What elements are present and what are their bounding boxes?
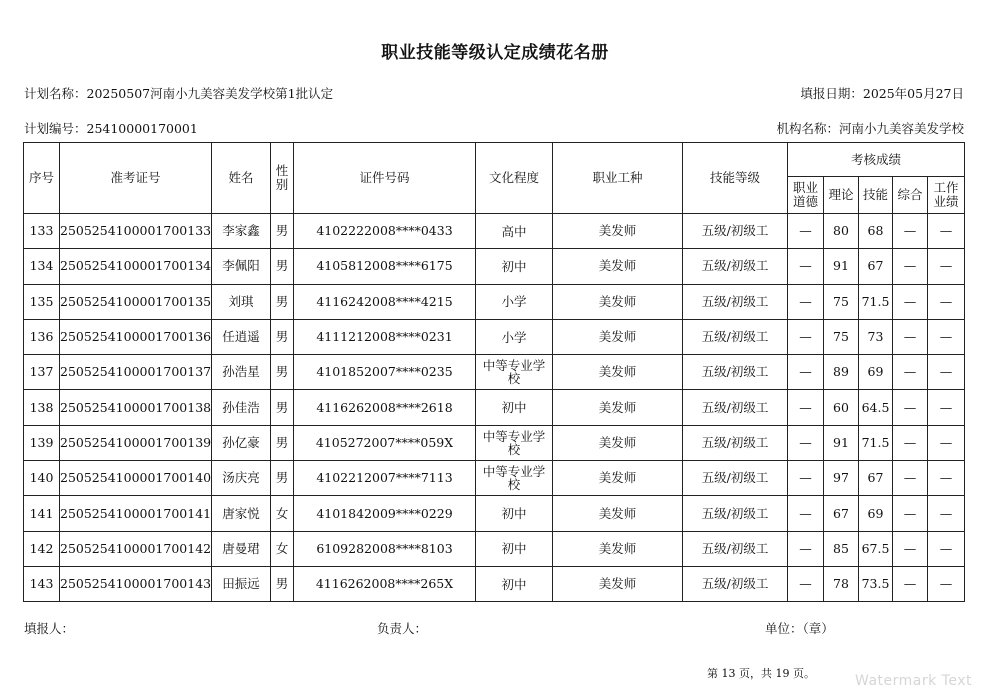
cell-exam-no: 2505254100001700137	[60, 355, 212, 390]
cell-education	[476, 461, 553, 496]
cell-comprehensive: —	[893, 319, 928, 354]
cell-id-no: 4102222008****0433	[294, 214, 476, 249]
header-ethics	[788, 177, 824, 214]
cell-exam-no: 2505254100001700138	[60, 390, 212, 425]
cell-ethics: —	[788, 355, 824, 390]
header-exam-no: 准考证号	[60, 143, 212, 214]
cell-level: 五级/初级工	[683, 355, 788, 390]
cell-gender: 女	[271, 531, 294, 566]
cell-seq: 133	[24, 214, 60, 249]
cell-exam-no: 2505254100001700133	[60, 214, 212, 249]
table-row	[24, 425, 965, 460]
table-row	[24, 496, 965, 531]
cell-level: 五级/初级工	[683, 425, 788, 460]
cell-occupation: 美发师	[553, 566, 683, 601]
cell-ethics: —	[788, 461, 824, 496]
cell-work: —	[928, 496, 965, 531]
cell-theory: 91	[824, 425, 859, 460]
header-level: 技能等级	[683, 143, 788, 214]
cell-comprehensive: —	[893, 214, 928, 249]
table-row	[24, 319, 965, 354]
header-education: 文化程度	[476, 143, 553, 214]
cell-education-line1: 初中	[501, 541, 527, 557]
cell-skill: 71.5	[859, 284, 893, 319]
cell-theory: 67	[824, 496, 859, 531]
cell-work: —	[928, 249, 965, 284]
cell-work: —	[928, 319, 965, 354]
cell-name: 任逍遥	[212, 319, 271, 354]
header-ethics-line1: 职业	[792, 180, 818, 195]
table-row	[24, 390, 965, 425]
cell-exam-no: 2505254100001700142	[60, 531, 212, 566]
table-row	[24, 249, 965, 284]
cell-occupation: 美发师	[553, 390, 683, 425]
cell-education	[476, 214, 553, 249]
cell-education-line1: 中等专业学	[482, 464, 546, 480]
cell-name: 刘琪	[212, 284, 271, 319]
cell-id-no: 4101842009****0229	[294, 496, 476, 531]
cell-education	[476, 496, 553, 531]
cell-gender: 女	[271, 496, 294, 531]
cell-gender: 男	[271, 284, 294, 319]
header-theory: 理论	[824, 177, 859, 214]
cell-ethics: —	[788, 531, 824, 566]
cell-level: 五级/初级工	[683, 390, 788, 425]
header-work-line2: 业绩	[933, 194, 959, 209]
cell-education-line1: 初中	[501, 576, 527, 592]
cell-level: 五级/初级工	[683, 214, 788, 249]
plan-name: 计划名称：20250507河南小九美容美发学校第1批认定	[24, 86, 334, 101]
cell-ethics: —	[788, 425, 824, 460]
cell-id-no: 4116262008****265X	[294, 566, 476, 601]
cell-work: —	[928, 214, 965, 249]
cell-theory: 75	[824, 284, 859, 319]
cell-comprehensive: —	[893, 461, 928, 496]
cell-level: 五级/初级工	[683, 319, 788, 354]
cell-skill: 73	[859, 319, 893, 354]
cell-skill: 67.5	[859, 531, 893, 566]
cell-occupation: 美发师	[553, 284, 683, 319]
header-occupation: 职业工种	[553, 143, 683, 214]
cell-gender: 男	[271, 319, 294, 354]
cell-theory: 60	[824, 390, 859, 425]
header-skill: 技能	[859, 177, 893, 214]
header-name: 姓名	[212, 143, 271, 214]
cell-id-no: 6109282008****8103	[294, 531, 476, 566]
cell-exam-no: 2505254100001700141	[60, 496, 212, 531]
cell-id-no: 4101852007****0235	[294, 355, 476, 390]
cell-seq: 137	[24, 355, 60, 390]
header-gender-line1: 性	[275, 163, 289, 178]
cell-education-line1: 初中	[501, 400, 527, 416]
cell-id-no: 4116262008****2618	[294, 390, 476, 425]
cell-education	[476, 355, 553, 390]
cell-education	[476, 249, 553, 284]
header-gender-line2: 别	[275, 177, 289, 192]
header-comprehensive: 综合	[893, 177, 928, 214]
cell-exam-no: 2505254100001700139	[60, 425, 212, 460]
table-row	[24, 284, 965, 319]
cell-name: 李佩阳	[212, 249, 271, 284]
cell-seq: 138	[24, 390, 60, 425]
cell-education	[476, 284, 553, 319]
cell-work: —	[928, 566, 965, 601]
cell-education-line1: 初中	[501, 258, 527, 274]
filler-label: 填报人：	[24, 621, 75, 636]
cell-name: 唐曼珺	[212, 531, 271, 566]
cell-name: 孙亿豪	[212, 425, 271, 460]
cell-name: 唐家悦	[212, 496, 271, 531]
cell-education	[476, 566, 553, 601]
cell-work: —	[928, 531, 965, 566]
cell-gender: 男	[271, 461, 294, 496]
plan-number: 计划编号：25410000170001	[24, 121, 198, 136]
cell-seq: 136	[24, 319, 60, 354]
header-gender	[271, 143, 294, 214]
cell-occupation: 美发师	[553, 531, 683, 566]
cell-id-no: 4116242008****4215	[294, 284, 476, 319]
cell-name: 孙浩星	[212, 355, 271, 390]
cell-education-line2: 校	[507, 441, 521, 457]
cell-level: 五级/初级工	[683, 249, 788, 284]
cell-education-line1: 小学	[501, 329, 527, 345]
cell-skill: 67	[859, 461, 893, 496]
cell-theory: 89	[824, 355, 859, 390]
cell-gender: 男	[271, 390, 294, 425]
cell-exam-no: 2505254100001700134	[60, 249, 212, 284]
cell-ethics: —	[788, 496, 824, 531]
cell-education-line1: 初中	[501, 506, 527, 522]
document-title: 职业技能等级认定成绩花名册	[381, 43, 609, 63]
cell-occupation: 美发师	[553, 461, 683, 496]
cell-skill: 67	[859, 249, 893, 284]
table-row	[24, 566, 965, 601]
cell-seq: 143	[24, 566, 60, 601]
cell-seq: 139	[24, 425, 60, 460]
cell-theory: 80	[824, 214, 859, 249]
cell-name: 孙佳浩	[212, 390, 271, 425]
cell-ethics: —	[788, 284, 824, 319]
organization-name: 机构名称：河南小九美容美发学校	[776, 121, 964, 136]
cell-occupation: 美发师	[553, 496, 683, 531]
cell-comprehensive: —	[893, 249, 928, 284]
cell-skill: 68	[859, 214, 893, 249]
cell-education-line2: 校	[507, 371, 521, 387]
header-id-no: 证件号码	[294, 143, 476, 214]
watermark: Watermark Text	[855, 673, 972, 689]
cell-education-line1: 小学	[501, 294, 527, 310]
cell-work: —	[928, 390, 965, 425]
cell-theory: 91	[824, 249, 859, 284]
cell-exam-no: 2505254100001700143	[60, 566, 212, 601]
unit-seal-label: 单位：（章）	[765, 621, 834, 636]
cell-level: 五级/初级工	[683, 284, 788, 319]
cell-id-no: 4105272007****059X	[294, 425, 476, 460]
cell-skill: 69	[859, 496, 893, 531]
cell-skill: 64.5	[859, 390, 893, 425]
cell-education	[476, 531, 553, 566]
cell-exam-no: 2505254100001700135	[60, 284, 212, 319]
cell-skill: 73.5	[859, 566, 893, 601]
cell-level: 五级/初级工	[683, 496, 788, 531]
cell-theory: 78	[824, 566, 859, 601]
cell-comprehensive: —	[893, 496, 928, 531]
header-work	[928, 177, 965, 214]
cell-education-line2: 校	[507, 477, 521, 493]
cell-seq: 140	[24, 461, 60, 496]
cell-id-no: 4105812008****6175	[294, 249, 476, 284]
cell-ethics: —	[788, 249, 824, 284]
cell-gender: 男	[271, 425, 294, 460]
cell-work: —	[928, 355, 965, 390]
cell-gender: 男	[271, 214, 294, 249]
cell-ethics: —	[788, 214, 824, 249]
header-seq: 序号	[24, 143, 60, 214]
cell-education	[476, 425, 553, 460]
table-row	[24, 214, 965, 249]
cell-ethics: —	[788, 390, 824, 425]
cell-ethics: —	[788, 319, 824, 354]
cell-education	[476, 319, 553, 354]
cell-level: 五级/初级工	[683, 531, 788, 566]
header-ethics-line2: 道德	[792, 194, 818, 209]
cell-name: 田振远	[212, 566, 271, 601]
cell-theory: 97	[824, 461, 859, 496]
cell-id-no: 4111212008****0231	[294, 319, 476, 354]
cell-id-no: 4102212007****7113	[294, 461, 476, 496]
cell-exam-no: 2505254100001700136	[60, 319, 212, 354]
cell-gender: 男	[271, 566, 294, 601]
cell-education-line1: 高中	[501, 223, 527, 239]
cell-seq: 142	[24, 531, 60, 566]
cell-work: —	[928, 284, 965, 319]
cell-name: 汤庆亮	[212, 461, 271, 496]
cell-seq: 141	[24, 496, 60, 531]
cell-work: —	[928, 461, 965, 496]
cell-work: —	[928, 425, 965, 460]
cell-occupation: 美发师	[553, 355, 683, 390]
cell-comprehensive: —	[893, 284, 928, 319]
cell-comprehensive: —	[893, 531, 928, 566]
cell-seq: 135	[24, 284, 60, 319]
cell-occupation: 美发师	[553, 214, 683, 249]
cell-skill: 69	[859, 355, 893, 390]
cell-exam-no: 2505254100001700140	[60, 461, 212, 496]
responsible-label: 负责人：	[377, 621, 428, 636]
cell-education-line1: 中等专业学	[482, 358, 546, 374]
cell-level: 五级/初级工	[683, 566, 788, 601]
cell-skill: 71.5	[859, 425, 893, 460]
table-row	[24, 355, 965, 390]
cell-education-line1: 中等专业学	[482, 428, 546, 444]
cell-comprehensive: —	[893, 355, 928, 390]
table-row	[24, 461, 965, 496]
cell-name: 李家鑫	[212, 214, 271, 249]
header-scores: 考核成绩	[788, 143, 965, 177]
cell-seq: 134	[24, 249, 60, 284]
cell-gender: 男	[271, 249, 294, 284]
cell-ethics: —	[788, 566, 824, 601]
cell-comprehensive: —	[893, 566, 928, 601]
cell-comprehensive: —	[893, 390, 928, 425]
fill-date: 填报日期：2025年05月27日	[800, 86, 964, 101]
cell-occupation: 美发师	[553, 249, 683, 284]
cell-gender: 男	[271, 355, 294, 390]
page-indicator: 第 13 页，共 19 页。	[707, 667, 815, 680]
header-work-line1: 工作	[933, 180, 959, 195]
cell-theory: 85	[824, 531, 859, 566]
cell-theory: 75	[824, 319, 859, 354]
cell-education	[476, 390, 553, 425]
cell-level: 五级/初级工	[683, 461, 788, 496]
cell-occupation: 美发师	[553, 425, 683, 460]
cell-occupation: 美发师	[553, 319, 683, 354]
score-roster-table	[23, 142, 965, 602]
table-row	[24, 531, 965, 566]
cell-comprehensive: —	[893, 425, 928, 460]
